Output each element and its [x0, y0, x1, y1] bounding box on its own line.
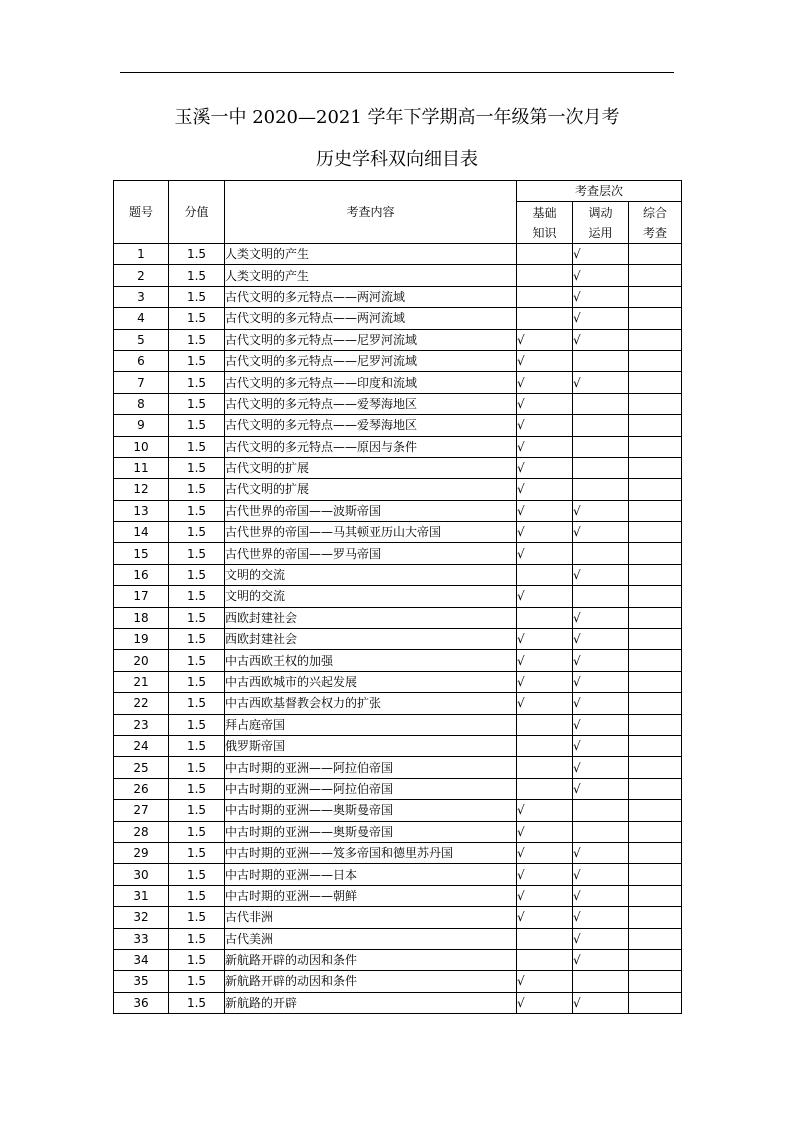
cell-apply-mark: √	[573, 778, 629, 799]
table-row	[114, 949, 682, 970]
cell-apply-mark	[573, 971, 629, 992]
cell-apply-mark	[573, 821, 629, 842]
cell-content: 新航路开辟的动因和条件	[225, 971, 517, 992]
table-header	[114, 181, 682, 244]
cell-number: 19	[114, 629, 169, 650]
cell-apply-mark	[573, 457, 629, 478]
cell-comprehensive-mark	[629, 436, 682, 457]
table-row	[114, 693, 682, 714]
cell-comprehensive-mark	[629, 778, 682, 799]
cell-score: 1.5	[169, 800, 225, 821]
cell-apply-mark: √	[573, 500, 629, 521]
cell-apply-mark: √	[573, 522, 629, 543]
cell-score: 1.5	[169, 522, 225, 543]
cell-basic-mark: √	[517, 543, 573, 564]
cell-basic-mark: √	[517, 393, 573, 414]
cell-number: 32	[114, 907, 169, 928]
table-row	[114, 522, 682, 543]
cell-comprehensive-mark	[629, 821, 682, 842]
table-row	[114, 885, 682, 906]
cell-content: 古代世界的帝国——马其顿亚历山大帝国	[225, 522, 517, 543]
cell-apply-mark	[573, 479, 629, 500]
cell-number: 4	[114, 308, 169, 329]
cell-number: 9	[114, 415, 169, 436]
header-content: 考查内容	[225, 181, 517, 244]
specification-table	[113, 180, 682, 1014]
cell-comprehensive-mark	[629, 949, 682, 970]
cell-apply-mark: √	[573, 907, 629, 928]
header-rule	[120, 72, 674, 73]
cell-apply-mark: √	[573, 693, 629, 714]
cell-score: 1.5	[169, 244, 225, 265]
cell-content: 中古时期的亚洲——笈多帝国和德里苏丹国	[225, 842, 517, 863]
cell-number: 24	[114, 735, 169, 756]
cell-content: 中古西欧城市的兴起发展	[225, 671, 517, 692]
cell-basic-mark: √	[517, 650, 573, 671]
table-row	[114, 650, 682, 671]
table-row	[114, 479, 682, 500]
cell-comprehensive-mark	[629, 415, 682, 436]
cell-content: 古代文明的多元特点——两河流域	[225, 286, 517, 307]
cell-score: 1.5	[169, 372, 225, 393]
cell-content: 古代文明的扩展	[225, 479, 517, 500]
table-row	[114, 350, 682, 371]
table-row	[114, 842, 682, 863]
cell-score: 1.5	[169, 329, 225, 350]
cell-score: 1.5	[169, 350, 225, 371]
cell-basic-mark: √	[517, 436, 573, 457]
cell-number: 22	[114, 693, 169, 714]
table-row	[114, 735, 682, 756]
cell-number: 26	[114, 778, 169, 799]
cell-score: 1.5	[169, 393, 225, 414]
cell-basic-mark	[517, 564, 573, 585]
cell-apply-mark: √	[573, 885, 629, 906]
cell-number: 36	[114, 992, 169, 1013]
cell-score: 1.5	[169, 778, 225, 799]
cell-apply-mark: √	[573, 714, 629, 735]
cell-content: 中古时期的亚洲——奥斯曼帝国	[225, 800, 517, 821]
table-row	[114, 564, 682, 585]
cell-content: 中古时期的亚洲——朝鲜	[225, 885, 517, 906]
cell-score: 1.5	[169, 735, 225, 756]
cell-score: 1.5	[169, 821, 225, 842]
cell-comprehensive-mark	[629, 244, 682, 265]
cell-apply-mark: √	[573, 735, 629, 756]
cell-content: 古代文明的多元特点——原因与条件	[225, 436, 517, 457]
header-basic-line2: 知识	[532, 225, 557, 240]
table-row	[114, 436, 682, 457]
cell-basic-mark: √	[517, 372, 573, 393]
cell-apply-mark	[573, 543, 629, 564]
table-row	[114, 778, 682, 799]
cell-number: 31	[114, 885, 169, 906]
cell-apply-mark: √	[573, 629, 629, 650]
cell-comprehensive-mark	[629, 457, 682, 478]
table-row	[114, 586, 682, 607]
cell-basic-mark	[517, 735, 573, 756]
cell-comprehensive-mark	[629, 350, 682, 371]
cell-basic-mark: √	[517, 992, 573, 1013]
cell-score: 1.5	[169, 842, 225, 863]
cell-comprehensive-mark	[629, 992, 682, 1013]
cell-apply-mark: √	[573, 286, 629, 307]
cell-content: 古代文明的多元特点——印度和流域	[225, 372, 517, 393]
cell-basic-mark: √	[517, 522, 573, 543]
cell-number: 21	[114, 671, 169, 692]
cell-basic-mark	[517, 265, 573, 286]
cell-basic-mark: √	[517, 500, 573, 521]
cell-comprehensive-mark	[629, 714, 682, 735]
cell-content: 西欧封建社会	[225, 629, 517, 650]
cell-basic-mark: √	[517, 671, 573, 692]
cell-basic-mark: √	[517, 842, 573, 863]
header-comprehensive	[629, 202, 682, 244]
document-subtitle: 历史学科双向细目表	[316, 149, 478, 170]
table-row	[114, 992, 682, 1013]
cell-apply-mark: √	[573, 329, 629, 350]
cell-content: 俄罗斯帝国	[225, 735, 517, 756]
cell-number: 23	[114, 714, 169, 735]
cell-score: 1.5	[169, 949, 225, 970]
cell-number: 14	[114, 522, 169, 543]
cell-apply-mark	[573, 350, 629, 371]
cell-content: 中古西欧基督教会权力的扩张	[225, 693, 517, 714]
cell-number: 35	[114, 971, 169, 992]
header-comp-line1: 综合	[643, 205, 668, 220]
cell-comprehensive-mark	[629, 693, 682, 714]
cell-score: 1.5	[169, 885, 225, 906]
cell-apply-mark: √	[573, 265, 629, 286]
cell-content: 古代非洲	[225, 907, 517, 928]
cell-comprehensive-mark	[629, 500, 682, 521]
cell-basic-mark	[517, 286, 573, 307]
cell-apply-mark	[573, 800, 629, 821]
cell-number: 34	[114, 949, 169, 970]
cell-basic-mark	[517, 244, 573, 265]
cell-comprehensive-mark	[629, 650, 682, 671]
cell-content: 西欧封建社会	[225, 607, 517, 628]
header-apply-line2: 运用	[588, 225, 613, 240]
cell-score: 1.5	[169, 757, 225, 778]
table-row	[114, 308, 682, 329]
cell-score: 1.5	[169, 564, 225, 585]
cell-score: 1.5	[169, 864, 225, 885]
cell-number: 13	[114, 500, 169, 521]
cell-apply-mark: √	[573, 564, 629, 585]
cell-score: 1.5	[169, 650, 225, 671]
cell-apply-mark: √	[573, 842, 629, 863]
cell-number: 18	[114, 607, 169, 628]
table-row	[114, 393, 682, 414]
cell-score: 1.5	[169, 971, 225, 992]
table-row	[114, 864, 682, 885]
cell-basic-mark: √	[517, 864, 573, 885]
cell-comprehensive-mark	[629, 543, 682, 564]
cell-score: 1.5	[169, 457, 225, 478]
cell-number: 10	[114, 436, 169, 457]
table-row	[114, 757, 682, 778]
cell-score: 1.5	[169, 907, 225, 928]
cell-number: 17	[114, 586, 169, 607]
table-row	[114, 500, 682, 521]
cell-content: 新航路的开辟	[225, 992, 517, 1013]
cell-number: 12	[114, 479, 169, 500]
cell-number: 11	[114, 457, 169, 478]
cell-apply-mark: √	[573, 650, 629, 671]
cell-number: 28	[114, 821, 169, 842]
cell-content: 中古时期的亚洲——奥斯曼帝国	[225, 821, 517, 842]
cell-comprehensive-mark	[629, 671, 682, 692]
cell-basic-mark: √	[517, 457, 573, 478]
cell-comprehensive-mark	[629, 564, 682, 585]
cell-basic-mark: √	[517, 350, 573, 371]
cell-apply-mark: √	[573, 671, 629, 692]
cell-apply-mark: √	[573, 244, 629, 265]
header-level-group: 考查层次	[517, 181, 682, 202]
cell-score: 1.5	[169, 586, 225, 607]
cell-comprehensive-mark	[629, 757, 682, 778]
cell-content: 古代文明的多元特点——爱琴海地区	[225, 415, 517, 436]
cell-comprehensive-mark	[629, 308, 682, 329]
cell-apply-mark	[573, 586, 629, 607]
cell-score: 1.5	[169, 928, 225, 949]
cell-score: 1.5	[169, 415, 225, 436]
table-row	[114, 244, 682, 265]
cell-number: 8	[114, 393, 169, 414]
header-apply	[573, 202, 629, 244]
cell-content: 古代文明的扩展	[225, 457, 517, 478]
cell-apply-mark: √	[573, 308, 629, 329]
cell-content: 人类文明的产生	[225, 265, 517, 286]
table-row	[114, 372, 682, 393]
cell-basic-mark: √	[517, 821, 573, 842]
cell-score: 1.5	[169, 308, 225, 329]
cell-basic-mark: √	[517, 907, 573, 928]
table-row	[114, 543, 682, 564]
cell-comprehensive-mark	[629, 842, 682, 863]
cell-apply-mark: √	[573, 757, 629, 778]
cell-content: 古代文明的多元特点——尼罗河流域	[225, 350, 517, 371]
cell-comprehensive-mark	[629, 393, 682, 414]
cell-comprehensive-mark	[629, 735, 682, 756]
cell-basic-mark	[517, 607, 573, 628]
cell-comprehensive-mark	[629, 372, 682, 393]
cell-content: 古代世界的帝国——波斯帝国	[225, 500, 517, 521]
cell-number: 3	[114, 286, 169, 307]
cell-score: 1.5	[169, 629, 225, 650]
cell-number: 30	[114, 864, 169, 885]
cell-apply-mark: √	[573, 992, 629, 1013]
cell-score: 1.5	[169, 500, 225, 521]
cell-comprehensive-mark	[629, 522, 682, 543]
cell-score: 1.5	[169, 543, 225, 564]
table-row	[114, 265, 682, 286]
document-title: 玉溪一中 2020—2021 学年下学期高一年级第一次月考	[174, 107, 620, 128]
cell-basic-mark	[517, 308, 573, 329]
cell-content: 人类文明的产生	[225, 244, 517, 265]
cell-comprehensive-mark	[629, 479, 682, 500]
table-row	[114, 286, 682, 307]
table-row	[114, 714, 682, 735]
cell-apply-mark	[573, 393, 629, 414]
cell-content: 古代美洲	[225, 928, 517, 949]
header-basic	[517, 202, 573, 244]
cell-content: 文明的交流	[225, 564, 517, 585]
cell-content: 古代文明的多元特点——两河流域	[225, 308, 517, 329]
cell-content: 中古时期的亚洲——阿拉伯帝国	[225, 757, 517, 778]
cell-apply-mark: √	[573, 372, 629, 393]
cell-comprehensive-mark	[629, 864, 682, 885]
cell-basic-mark: √	[517, 629, 573, 650]
header-comp-line2: 考查	[643, 225, 668, 240]
cell-content: 古代文明的多元特点——爱琴海地区	[225, 393, 517, 414]
cell-number: 6	[114, 350, 169, 371]
cell-basic-mark: √	[517, 586, 573, 607]
cell-score: 1.5	[169, 992, 225, 1013]
cell-basic-mark: √	[517, 693, 573, 714]
cell-number: 1	[114, 244, 169, 265]
cell-score: 1.5	[169, 607, 225, 628]
cell-content: 中古时期的亚洲——日本	[225, 864, 517, 885]
cell-comprehensive-mark	[629, 885, 682, 906]
cell-basic-mark: √	[517, 479, 573, 500]
cell-comprehensive-mark	[629, 329, 682, 350]
table-row	[114, 821, 682, 842]
cell-comprehensive-mark	[629, 286, 682, 307]
cell-comprehensive-mark	[629, 265, 682, 286]
cell-comprehensive-mark	[629, 800, 682, 821]
cell-content: 中古西欧王权的加强	[225, 650, 517, 671]
cell-comprehensive-mark	[629, 971, 682, 992]
cell-basic-mark: √	[517, 885, 573, 906]
cell-number: 2	[114, 265, 169, 286]
table-row	[114, 800, 682, 821]
cell-comprehensive-mark	[629, 629, 682, 650]
cell-content: 新航路开辟的动因和条件	[225, 949, 517, 970]
header-number: 题号	[114, 181, 169, 244]
cell-content: 古代文明的多元特点——尼罗河流域	[225, 329, 517, 350]
table-row	[114, 329, 682, 350]
header-apply-line1: 调动	[588, 205, 613, 220]
table-row	[114, 629, 682, 650]
cell-number: 20	[114, 650, 169, 671]
cell-basic-mark	[517, 714, 573, 735]
cell-score: 1.5	[169, 714, 225, 735]
table-row	[114, 415, 682, 436]
table-body	[114, 244, 682, 1014]
cell-number: 29	[114, 842, 169, 863]
cell-score: 1.5	[169, 286, 225, 307]
cell-score: 1.5	[169, 671, 225, 692]
cell-score: 1.5	[169, 265, 225, 286]
cell-score: 1.5	[169, 693, 225, 714]
cell-number: 15	[114, 543, 169, 564]
cell-apply-mark: √	[573, 864, 629, 885]
cell-basic-mark	[517, 928, 573, 949]
cell-apply-mark: √	[573, 607, 629, 628]
cell-number: 33	[114, 928, 169, 949]
cell-score: 1.5	[169, 436, 225, 457]
cell-content: 文明的交流	[225, 586, 517, 607]
table-row	[114, 928, 682, 949]
cell-comprehensive-mark	[629, 586, 682, 607]
table-row	[114, 971, 682, 992]
cell-basic-mark: √	[517, 329, 573, 350]
cell-content: 中古时期的亚洲——阿拉伯帝国	[225, 778, 517, 799]
table-row	[114, 607, 682, 628]
table-row	[114, 907, 682, 928]
cell-score: 1.5	[169, 479, 225, 500]
cell-apply-mark	[573, 436, 629, 457]
table-row	[114, 671, 682, 692]
header-basic-line1: 基础	[532, 205, 557, 220]
cell-number: 25	[114, 757, 169, 778]
cell-basic-mark	[517, 778, 573, 799]
cell-comprehensive-mark	[629, 907, 682, 928]
cell-comprehensive-mark	[629, 607, 682, 628]
cell-apply-mark	[573, 415, 629, 436]
cell-number: 16	[114, 564, 169, 585]
cell-basic-mark	[517, 949, 573, 970]
cell-apply-mark: √	[573, 949, 629, 970]
cell-number: 7	[114, 372, 169, 393]
cell-basic-mark: √	[517, 415, 573, 436]
cell-content: 古代世界的帝国——罗马帝国	[225, 543, 517, 564]
cell-content: 拜占庭帝国	[225, 714, 517, 735]
cell-apply-mark: √	[573, 928, 629, 949]
table-row	[114, 457, 682, 478]
cell-basic-mark: √	[517, 800, 573, 821]
header-score: 分值	[169, 181, 225, 244]
cell-basic-mark	[517, 757, 573, 778]
cell-number: 5	[114, 329, 169, 350]
cell-comprehensive-mark	[629, 928, 682, 949]
cell-basic-mark: √	[517, 971, 573, 992]
cell-number: 27	[114, 800, 169, 821]
